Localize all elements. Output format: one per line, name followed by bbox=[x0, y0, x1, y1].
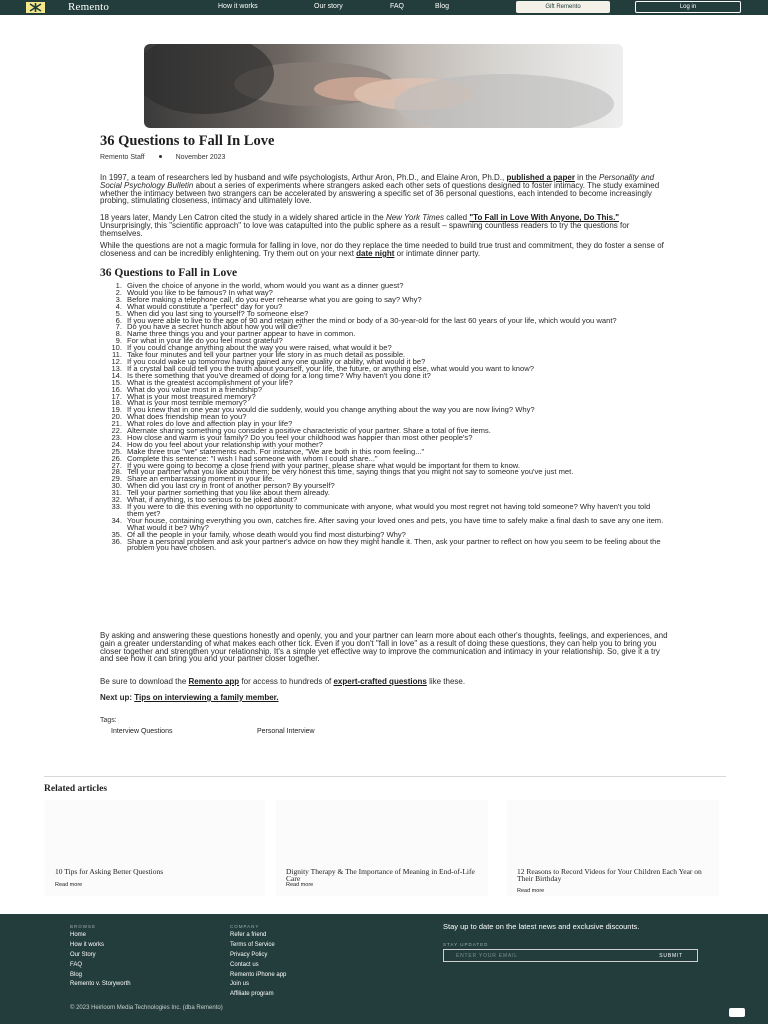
question-number: 30. bbox=[111, 481, 122, 491]
closing-paragraph: By asking and answering these questions honestly and openly, you and your partner can learn more about each other's thoughts, feelings, and experiences, and gain a greater understanding of what makes each other tick. Even if you don't "fall in love" as a result of doing these questions, they can help you to bring you closer together and strengthen your relationship. It's a simple yet effective way to improve the communication and intimacy in your relationship. So, give it a try and see how it can bring you and your partner closer together. bbox=[100, 631, 668, 664]
question-number: 20. bbox=[111, 412, 122, 422]
related-card-title[interactable]: Dignity Therapy & The Importance of Meaning in End-of-Life Care bbox=[286, 867, 475, 883]
email-input[interactable]: ENTER YOUR EMAIL bbox=[456, 953, 518, 959]
question-text: How do you feel about your relationship with your mother? bbox=[127, 439, 323, 449]
question-text: If you knew that in one year you would die suddenly, would you change anything about the way you are now living? Why? bbox=[127, 405, 535, 415]
question-number: 2. bbox=[115, 287, 122, 297]
questions-heading: 36 Questions to Fall in Love bbox=[100, 267, 238, 279]
question-number: 11. bbox=[112, 350, 122, 360]
nyt-article-link[interactable]: "To Fall in Love With Anyone, Do This." bbox=[469, 213, 620, 222]
question-text: What, if anything, is too serious to be joked about? bbox=[127, 495, 298, 505]
footer-link-join-us[interactable]: Join us bbox=[230, 981, 250, 987]
third-paragraph: While the questions are not a magic formula for falling in love, nor do they replace the time needed to build true trust and commitment, they do foster a sense of closeness and can be incredibly enlightening. Try them out on your next date night or intimate dinner party. bbox=[100, 241, 664, 258]
divider bbox=[44, 776, 726, 777]
newsletter-form bbox=[443, 949, 698, 962]
footer-link-refer[interactable]: Refer a friend bbox=[230, 932, 267, 938]
submit-button[interactable]: SUBMIT bbox=[659, 953, 683, 959]
logo-mark-icon bbox=[29, 3, 42, 12]
company-heading: COMPANY bbox=[230, 924, 260, 929]
question-text: Tell your partner what you like about them; be very honest this time, saying things that you might not say to someone you've just met. bbox=[127, 467, 574, 477]
separator-dot bbox=[159, 155, 162, 158]
question-text: If you were going to become a close friend with your partner, please share what would be important for them to know. bbox=[127, 460, 520, 470]
question-number: 26. bbox=[111, 453, 122, 463]
remento-app-link[interactable]: Remento app bbox=[188, 677, 240, 686]
question-text: When did you last cry in front of another person? By yourself? bbox=[127, 481, 335, 491]
question-text: If you could wake up tomorrow having gained any one quality or ability, what would it be? bbox=[127, 356, 426, 366]
copyright: © 2023 Heirloom Media Technologies Inc. (dba Remento) bbox=[70, 1005, 223, 1011]
question-number: 18. bbox=[111, 398, 122, 408]
question-number: 29. bbox=[111, 474, 122, 484]
intro-paragraph: In 1997, a team of researchers led by husband and wife psychologists, Arthur Aron, Ph.D., and Elaine Aron, Ph.D., published a paper in the Personality and Social Psychology Bulletin about a series of experiments where strangers asked each other sets of questions designed to foster intimacy. The study examined whether the intimacy between two strangers can be accelerated by answering a specific set of 36 personal questions, each intended to become increasingly probing, stimulating closeness, intimacy and ultimately love. bbox=[100, 173, 660, 206]
question-text: Given the choice of anyone in the world, whom would you want as a dinner guest? bbox=[127, 281, 404, 290]
question-number: 33. bbox=[111, 502, 122, 511]
question-number: 22. bbox=[111, 426, 122, 436]
question-text: Complete this sentence: "I wish I had someone with whom I could share..." bbox=[127, 453, 378, 463]
related-card[interactable] bbox=[276, 800, 488, 896]
question-text: What is your most treasured memory? bbox=[127, 391, 256, 401]
question-text: What is the greatest accomplishment of your life? bbox=[127, 377, 293, 387]
stay-updated-label: STAY UPDATED bbox=[443, 942, 489, 947]
question-text: Take four minutes and tell your partner your life story in as much detail as possible. bbox=[127, 350, 406, 360]
tag-personal-interview[interactable]: Personal Interview bbox=[257, 727, 315, 735]
login-button[interactable]: Log in bbox=[635, 1, 741, 13]
question-text: What roles do love and affection play in your life? bbox=[127, 419, 293, 429]
related-heading: Related articles bbox=[44, 784, 108, 794]
footer-link-blog[interactable]: Blog bbox=[70, 972, 83, 978]
read-more-link[interactable]: Read more bbox=[55, 882, 83, 888]
question-text: What do you value most in a friendship? bbox=[127, 384, 263, 394]
question-number: 21. bbox=[111, 419, 122, 429]
question-text: If you were able to live to the age of 90 and retain either the mind or body of a 30-year-old for the last 60 years of your life, which would you want? bbox=[127, 315, 617, 325]
article-meta bbox=[100, 154, 668, 161]
expert-questions-link[interactable]: expert-crafted questions bbox=[333, 677, 427, 686]
question-text: What would constitute a "perfect" day for you? bbox=[127, 301, 283, 311]
footer-link-home[interactable]: Home bbox=[70, 932, 87, 938]
related-card-title[interactable]: 12 Reasons to Record Videos for Your Children Each Year on Their Birthday bbox=[517, 867, 702, 883]
download-paragraph: Be sure to download the Remento app for access to hundreds of expert-crafted questions like these. bbox=[100, 677, 466, 686]
question-text: Alternate sharing something you consider a positive characteristic of your partner. Share a total of five items. bbox=[127, 426, 491, 436]
top-nav bbox=[0, 0, 768, 15]
date-night-link[interactable]: date night bbox=[356, 248, 395, 258]
question-number: 14. bbox=[111, 370, 122, 380]
related-card[interactable] bbox=[45, 800, 265, 896]
published-paper-link[interactable]: published a paper bbox=[506, 173, 575, 182]
footer-link-iphone-app[interactable]: Remento iPhone app bbox=[230, 972, 287, 978]
question-number: 15. bbox=[111, 377, 122, 387]
tags-label: Tags: bbox=[100, 717, 117, 724]
question-number: 32. bbox=[111, 495, 122, 505]
question-number: 23. bbox=[111, 432, 122, 442]
question-number: 6. bbox=[115, 315, 122, 325]
chat-widget-icon[interactable] bbox=[729, 1008, 745, 1017]
question-number: 28. bbox=[111, 467, 122, 477]
footer-link-our-story[interactable]: Our Story bbox=[70, 952, 96, 958]
question-number: 13. bbox=[111, 363, 122, 373]
footer-link-privacy[interactable]: Privacy Policy bbox=[230, 952, 268, 958]
question-number: 19. bbox=[111, 405, 122, 415]
footer-link-how-it-works[interactable]: How it works bbox=[70, 942, 105, 948]
question-number: 31. bbox=[111, 488, 122, 498]
brand-name[interactable]: Remento bbox=[68, 1, 110, 13]
question-text: Your house, containing everything you own, catches fire. After saving your loved ones and pets, you have time to safely make a final dash to save any one item. What would it be? Why? bbox=[127, 515, 664, 532]
question-text: Name three things you and your partner appear to have in common. bbox=[127, 329, 356, 339]
question-number: 9. bbox=[115, 336, 122, 346]
footer-link-remento-vs-storyworth[interactable]: Remento v. Storyworth bbox=[70, 981, 131, 987]
question-number: 36. bbox=[111, 536, 122, 546]
nav-how-it-works[interactable]: How it works bbox=[218, 3, 258, 10]
question-text: Share a personal problem and ask your partner's advice on how they might handle it. Then, ask your partner to reflect on how you seem to be feeling about the problem you have chosen. bbox=[127, 536, 661, 553]
question-text: Make three true "we" statements each. For instance, "We are both in this room feeling..." bbox=[127, 446, 425, 456]
question-number: 25. bbox=[111, 446, 122, 456]
question-number: 34. bbox=[111, 515, 122, 525]
hero-image bbox=[144, 44, 623, 128]
question-text: Do you have a secret hunch about how you will die? bbox=[127, 322, 303, 332]
footer-link-terms[interactable]: Terms of Service bbox=[230, 942, 275, 948]
question-number: 10. bbox=[111, 343, 122, 353]
footer-link-contact[interactable]: Contact us bbox=[230, 962, 259, 968]
related-card-title[interactable]: 10 Tips for Asking Better Questions bbox=[55, 867, 164, 876]
hands-photo-illustration bbox=[144, 44, 623, 128]
question-number: 24. bbox=[111, 439, 122, 449]
footer-link-faq[interactable]: FAQ bbox=[70, 962, 83, 968]
second-paragraph: 18 years later, Mandy Len Catron cited the study in a widely shared article in the New York Times called "To Fall in Love With Anyone, Do This." Unsurprisingly, this "scientific approach" to love was catapulted into the public sphere as a result – spawning countless readers to try the questions for themselves. bbox=[100, 213, 630, 238]
question-number: 5. bbox=[115, 308, 122, 318]
question-text: Would you like to be famous? In what way? bbox=[127, 287, 273, 297]
next-up-link[interactable]: Tips on interviewing a family member. bbox=[134, 693, 279, 702]
footer-link-affiliate[interactable]: Affiliate program bbox=[230, 991, 274, 997]
question-number: 12. bbox=[111, 356, 122, 366]
question-number: 35. bbox=[111, 529, 122, 539]
article-title: 36 Questions to Fall In Love bbox=[100, 133, 275, 149]
question-text: If you could change anything about the way you were raised, what would it be? bbox=[127, 343, 392, 353]
logo-icon[interactable] bbox=[26, 2, 45, 13]
gift-remento-button[interactable]: Gift Remento bbox=[516, 1, 610, 13]
nav-our-story[interactable]: Our story bbox=[314, 3, 343, 10]
question-text: If you were to die this evening with no opportunity to communicate with anyone, what would you most regret not having told someone? Why haven't you told them yet? bbox=[127, 502, 651, 518]
read-more-link[interactable]: Read more bbox=[517, 888, 545, 894]
question-number: 17. bbox=[111, 391, 122, 401]
question-number: 27. bbox=[111, 460, 122, 470]
question-text: If a crystal ball could tell you the truth about yourself, your life, the future, or anything else, what would you want to know? bbox=[127, 363, 534, 373]
question-number: 16. bbox=[111, 384, 122, 394]
browse-heading: BROWSE bbox=[70, 924, 97, 929]
question-item bbox=[106, 536, 666, 553]
read-more-link[interactable]: Read more bbox=[286, 882, 314, 888]
next-up: Next up: Tips on interviewing a family member. bbox=[100, 693, 279, 702]
question-number: 8. bbox=[115, 329, 122, 339]
nav-faq[interactable]: FAQ bbox=[390, 3, 405, 10]
author: Remento Staff bbox=[100, 154, 145, 161]
tag-interview-questions[interactable]: Interview Questions bbox=[111, 727, 173, 735]
question-text: Of all the people in your family, whose death would you find most disturbing? Why? bbox=[127, 529, 406, 539]
questions-list bbox=[106, 283, 666, 552]
question-number: 3. bbox=[115, 294, 122, 304]
question-number: 7. bbox=[115, 322, 122, 332]
question-text: Share an embarrassing moment in your life. bbox=[127, 474, 275, 484]
newsletter-text: Stay up to date on the latest news and exclusive discounts. bbox=[443, 922, 640, 931]
question-text: Before making a telephone call, do you ever rehearse what you are going to say? Why? bbox=[127, 294, 422, 304]
question-number: 4. bbox=[115, 301, 122, 311]
nav-blog[interactable]: Blog bbox=[435, 3, 450, 10]
question-text: What does friendship mean to you? bbox=[127, 412, 247, 422]
question-text: Is there something that you've dreamed of doing for a long time? Why haven't you done it? bbox=[127, 370, 431, 380]
question-text: For what in your life do you feel most grateful? bbox=[127, 336, 283, 346]
publish-date: November 2023 bbox=[175, 154, 226, 161]
question-number: 1. bbox=[115, 281, 122, 290]
question-text: What is your most terrible memory? bbox=[127, 398, 247, 408]
question-text: When did you last sing to yourself? To someone else? bbox=[127, 308, 309, 318]
question-text: How close and warm is your family? Do you feel your childhood was happier than most other people's? bbox=[127, 432, 473, 442]
question-text: Tell your partner something that you like about them already. bbox=[127, 488, 330, 498]
related-card[interactable] bbox=[507, 800, 719, 896]
